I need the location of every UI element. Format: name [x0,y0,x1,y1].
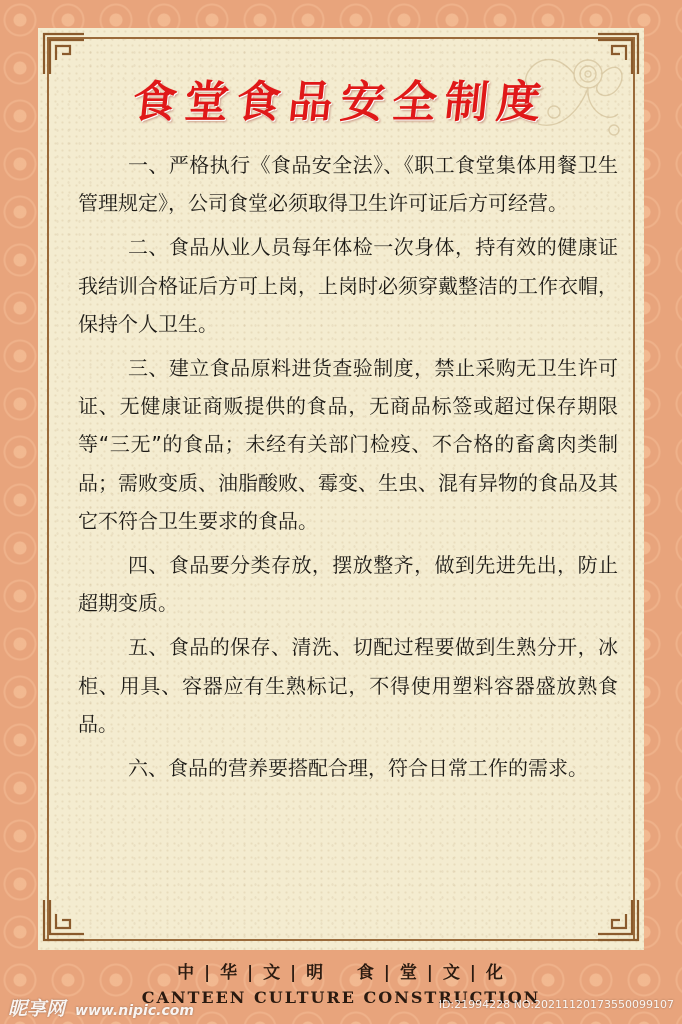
footer-english-slogan: CANTEEN CULTURE CONSTRUCTION [141,988,541,1007]
rules-body [78,146,618,793]
rule-paragraph: 四、食品要分类存放，摆放整齐，做到先进先出，防止超期变质。 [78,553,618,616]
watermark-site [8,994,194,1021]
page-title: 食堂食品安全制度 [129,77,552,128]
rule-paragraph: 一、严格执行《食品安全法》、《职工食堂集体用餐卫生管理规定》，公司食堂必须取得卫生许可证后方可经营。 [78,153,618,216]
corner-ornament-icon [40,896,88,944]
rule-paragraph: 六、食品的营养要搭配合理，符合日常工作的需求。 [128,756,588,781]
corner-ornament-icon [594,896,642,944]
watermark-id: ID:21994228 NO:20211120173550099107 [438,998,674,1011]
footer-chinese-slogan: 中 | 华 | 文 | 明 食 | 堂 | 文 | 化 [177,963,505,983]
rule-paragraph: 三、建立食品原料进货查验制度，禁止采购无卫生许可证、无健康证商贩提供的食品，无商品标签或超过保存期限等“三无”的食品；未经有关部门检疫、不合格的畜禽肉类制品；需败变质、油脂酸败、霉变、生虫、混有异物的食品及其它不符合卫生要求的食品。 [78,356,618,533]
rule-paragraph: 二、食品从业人员每年体检一次身体，持有效的健康证我结训合格证后方可上岗，上岗时必须穿戴整洁的工作衣帽，保持个人卫生。 [78,235,618,336]
rule-paragraph: 五、食品的保存、清洗、切配过程要做到生熟分开，冰柜、用具、容器应有生熟标记，不得使用塑料容器盛放熟食品。 [78,635,618,736]
watermark-url: www.nipic.com [75,1003,194,1019]
watermark-site-name: 昵享网 [8,998,66,1020]
